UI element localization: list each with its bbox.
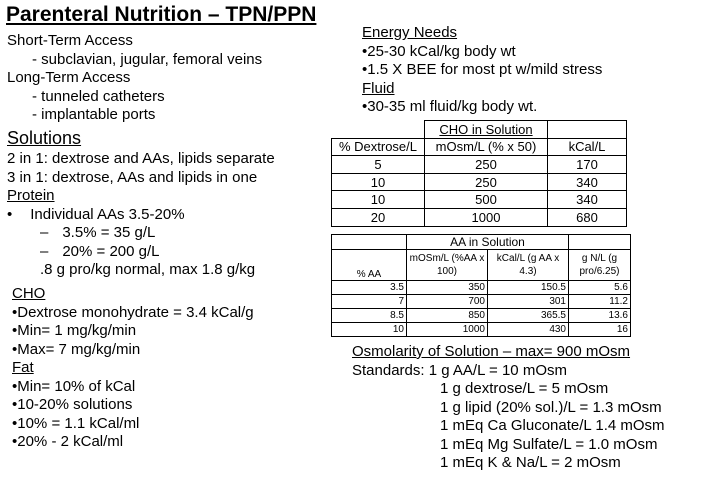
solutions-heading: Solutions	[7, 128, 82, 148]
column-header: g N/L (g pro/6.25)	[569, 250, 631, 281]
fat-heading: Fat	[12, 359, 34, 376]
table-cell	[569, 235, 631, 250]
table-cell: 7	[332, 295, 407, 309]
table-cell: 20	[332, 208, 425, 226]
column-header: % AA	[332, 250, 407, 281]
column-header: mOsm/L (% x 50)	[425, 138, 548, 156]
column-header: kCal/L (g AA x 4.3)	[488, 250, 569, 281]
table-cell: 150.5	[488, 281, 569, 295]
standards-item: 1 g dextrose/L = 5 mOsm	[440, 380, 609, 397]
protein-dash-item: – 3.5% = 35 g/L	[40, 224, 156, 241]
table-cell: 350	[407, 281, 488, 295]
fat-item: •10% = 1.1 kCal/ml	[12, 414, 140, 432]
standards-item: 1 mEq Ca Gluconate/L 1.4 mOsm	[440, 417, 665, 434]
access-line: Long-Term Access	[7, 69, 131, 86]
bullet-icon: •	[7, 205, 13, 223]
table-cell: 10	[332, 323, 407, 337]
standards-item: 1 mEq Mg Sulfate/L = 1.0 mOsm	[440, 435, 658, 453]
table-cell: 250	[425, 156, 548, 174]
table-cell: 5	[332, 156, 425, 174]
cho-table	[331, 120, 627, 227]
table-cell: 8.5	[332, 309, 407, 323]
energy-item: •1.5 X BEE for most pt w/mild stress	[362, 61, 603, 78]
access-line: - implantable ports	[32, 106, 156, 123]
energy-fluid-section	[362, 24, 602, 117]
table-row	[332, 173, 627, 191]
energy-heading: Energy Needs	[362, 24, 458, 41]
standards-line	[352, 362, 665, 381]
osmolarity-section	[352, 343, 665, 473]
table-cell: 250	[425, 173, 548, 191]
table-row	[332, 156, 627, 174]
table-cell: 850	[407, 309, 488, 323]
aa-table	[331, 234, 631, 337]
table-cell: 10	[332, 191, 425, 209]
table-cell: 11.2	[569, 295, 631, 309]
table-cell: 1000	[425, 208, 548, 226]
cho-item: •Max= 7 mg/kg/min	[12, 340, 141, 358]
table-cell	[548, 121, 627, 139]
table-cell: 430	[488, 323, 569, 337]
protein-note: .8 g pro/kg normal, max 1.8 g/kg	[40, 261, 256, 278]
fat-item: •10-20% solutions	[12, 396, 133, 413]
protein-dash-item: – 20% = 200 g/L	[40, 242, 160, 260]
protein-bullet-item	[7, 206, 275, 225]
table-cell: 680	[548, 208, 627, 226]
table-cell: 16	[569, 323, 631, 337]
osmolarity-heading: Osmolarity of Solution – max= 900 mOsm	[352, 343, 631, 360]
protein-bullet-text: Individual AAs 3.5-20%	[30, 205, 185, 223]
table-cell: 301	[488, 295, 569, 309]
standards-item: 1 g AA/L = 10 mOsm	[428, 361, 567, 379]
table-row	[332, 208, 627, 226]
fluid-heading: Fluid	[362, 79, 395, 97]
table-cell: 340	[548, 191, 627, 209]
cho-item: •Min= 1 mg/kg/min	[12, 322, 137, 339]
aa-table-title: AA in Solution	[407, 235, 569, 250]
table-row	[332, 309, 631, 323]
table-cell: 170	[548, 156, 627, 174]
fat-item: •20% - 2 kCal/ml	[12, 433, 124, 450]
table-cell: 700	[407, 295, 488, 309]
table-cell: 500	[425, 191, 548, 209]
table-row	[332, 191, 627, 209]
table-cell	[332, 121, 425, 139]
access-line: - tunneled catheters	[32, 87, 165, 105]
cho-heading: CHO	[12, 285, 46, 302]
table-cell: 13.6	[569, 309, 631, 323]
solutions-list	[7, 150, 275, 280]
standards-item: 1 mEq K & Na/L = 2 mOsm	[440, 454, 621, 471]
table-row	[332, 250, 631, 281]
table-cell: 1000	[407, 323, 488, 337]
solution-item: 3 in 1: dextrose, AAs and lipids in one	[7, 168, 258, 186]
cho-item: •Dextrose monohydrate = 3.4 kCal/g	[12, 303, 254, 321]
protein-dash-text: 3.5% = 35 g/L	[62, 224, 156, 241]
cho-table-title: CHO in Solution	[425, 121, 548, 139]
column-header: mOSm/L (%AA x 100)	[407, 250, 488, 281]
table-cell: 365.5	[488, 309, 569, 323]
table-cell: 10	[332, 173, 425, 191]
table-cell: 3.5	[332, 281, 407, 295]
table-cell: 340	[548, 173, 627, 191]
standards-label: Standards:	[352, 361, 425, 379]
access-section	[7, 32, 262, 125]
table-row	[332, 281, 631, 295]
table-row	[332, 138, 627, 156]
access-line: Short-Term Access	[7, 32, 133, 49]
energy-item: •25-30 kCal/kg body wt	[362, 42, 516, 60]
fluid-item: •30-35 ml fluid/kg body wt.	[362, 98, 538, 115]
table-row	[332, 295, 631, 309]
column-header: % Dextrose/L	[332, 138, 425, 156]
access-line: - subclavian, jugular, femoral veins	[32, 50, 263, 68]
fat-item: •Min= 10% of kCal	[12, 377, 136, 395]
protein-heading: Protein	[7, 187, 55, 204]
protein-dash-text: 20% = 200 g/L	[62, 242, 160, 260]
table-row	[332, 323, 631, 337]
page-title: Parenteral Nutrition – TPN/PPN	[6, 3, 317, 26]
standards-item: 1 g lipid (20% sol.)/L = 1.3 mOsm	[440, 398, 662, 416]
solution-item: 2 in 1: dextrose and AAs, lipids separate	[7, 150, 275, 167]
table-cell	[332, 235, 407, 250]
table-row	[332, 235, 631, 250]
cho-fat-section	[12, 285, 254, 452]
table-cell: 5.6	[569, 281, 631, 295]
column-header: kCal/L	[548, 138, 627, 156]
